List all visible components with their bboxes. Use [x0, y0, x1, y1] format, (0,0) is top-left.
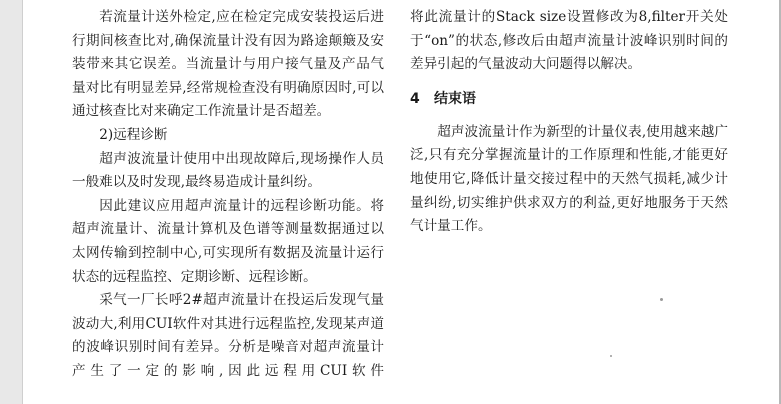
right-column	[410, 6, 728, 239]
paragraph-case-study: 采气一厂长呼2#超声流量计在投运后发现气量波动大,利用CUI软件对其进行远程监控,发现某声道的波峰识别时间有差异。分析是噪音对超声流量计产生了一定的影响,因此远程用CUI软件	[72, 292, 384, 379]
subheading-remote-diagnosis: 2)远程诊断	[99, 126, 168, 143]
paragraph-conclusion: 超声波流量计作为新型的计量仪表,使用越来越广泛,只有充分掌握流量计的工作原理和性能,才能更好地使用它,降低计量交接过程中的天然气损耗,减少计量纠纷,切实维护供求双方的利益,更好地服务于天然气计量工作。	[410, 123, 728, 235]
scan-speck	[610, 355, 612, 357]
paragraph-case-continued: 将此流量计的Stack size设置修改为8,filter开关处于“on”的状态,修改后由超声流量计波峰识别时间的差异引起的气量波动大问题得以解决。	[410, 9, 728, 73]
paragraph-period-check: 若流量计送外检定,应在检定完成安装投运后进行期间核查比对,确保流量计没有因为路途颠簸及安装带来其它误差。当流量计与用户接气量及产品气量对比有明显差异,经常规检查没有明确原因时,可以通过核查比对来确定工作流量计是否超差。	[72, 9, 384, 120]
section-title: 结束语	[434, 90, 476, 107]
scan-speck	[660, 298, 663, 301]
paragraph-remote-function: 因此建议应用超声流量计的远程诊断功能。将超声流量计、流量计算机及色谱等测量数据通过以太网传输到控制中心,可实现所有数据及流量计运行状态的远程监控、定期诊断、远程诊断。	[72, 197, 384, 285]
left-column	[72, 6, 384, 384]
section-heading	[410, 87, 728, 111]
scan-margin-strip	[0, 0, 23, 404]
section-number: 4	[410, 90, 420, 107]
paragraph-fault-detection: 超声波流量计使用中出现故障后,现场操作人员一般难以及时发现,最终易造成计量纠纷。	[72, 150, 384, 191]
